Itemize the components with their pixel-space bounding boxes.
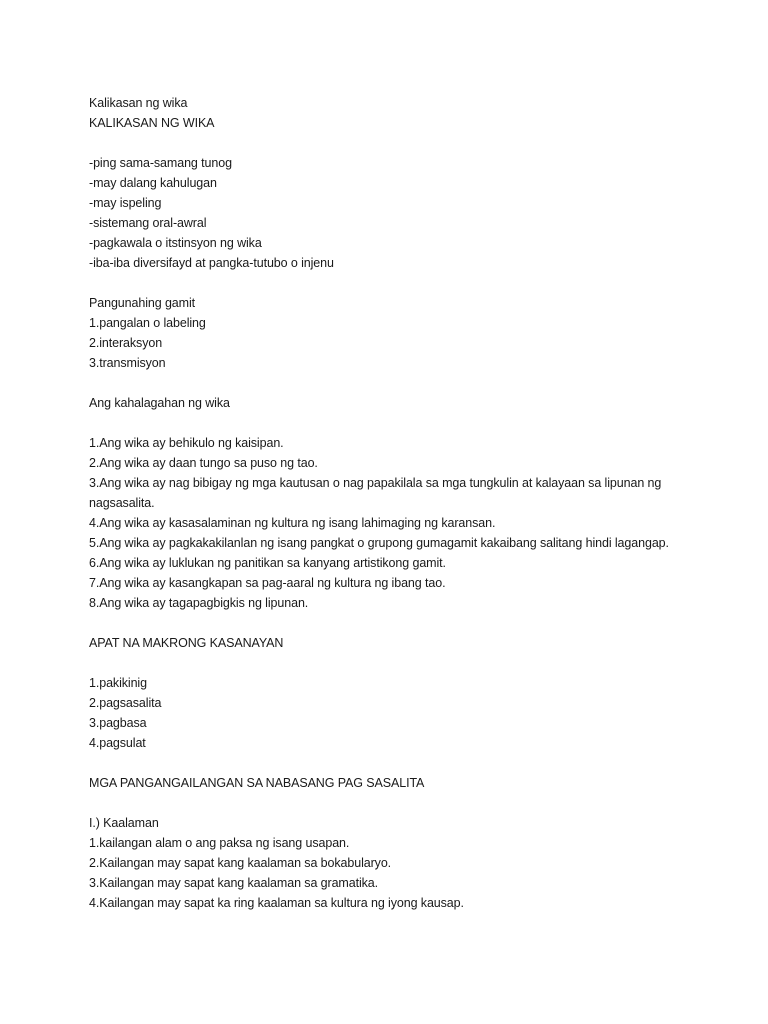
kahalagahan-item: 3.Ang wika ay nag bibigay ng mga kautusan o nag papakilala sa mga tungkulin at kalayaan sa lipunan ng nagsasalita. xyxy=(89,476,662,510)
kahalagahan-item: 4.Ang wika ay kasasalaminan ng kultura ng isang lahimaging ng karansan. xyxy=(89,516,496,530)
spacer xyxy=(89,273,729,293)
kaalaman-item: 1.kailangan alam o ang paksa ng isang usapan. xyxy=(89,836,350,850)
kaalaman-heading: I.) Kaalaman xyxy=(89,816,159,830)
kalikasan-item: -may ispeling xyxy=(89,196,162,210)
kaalaman-item: 4.Kailangan may sapat ka ring kaalaman sa kultura ng iyong kausap. xyxy=(89,896,464,910)
gamit-item: 1.pangalan o labeling xyxy=(89,316,206,330)
spacer xyxy=(89,373,729,393)
gamit-item: 2.interaksyon xyxy=(89,336,163,350)
kalikasan-item: -ping sama-samang tunog xyxy=(89,156,232,170)
makrong-item: 4.pagsulat xyxy=(89,736,146,750)
kalikasan-item: -may dalang kahulugan xyxy=(89,176,217,190)
spacer xyxy=(89,413,729,433)
pangangailangan-heading: MGA PANGANGAILANGAN SA NABASANG PAG SASALITA xyxy=(89,776,425,790)
spacer xyxy=(89,753,729,773)
makrong-heading: APAT NA MAKRONG KASANAYAN xyxy=(89,636,284,650)
gamit-item: 3.transmisyon xyxy=(89,356,166,370)
kalikasan-item: -iba-iba diversifayd at pangka-tutubo o injenu xyxy=(89,256,334,270)
kahalagahan-item: 7.Ang wika ay kasangkapan sa pag-aaral ng kultura ng ibang tao. xyxy=(89,576,446,590)
kahalagahan-item: 2.Ang wika ay daan tungo sa puso ng tao. xyxy=(89,456,318,470)
document-body xyxy=(89,93,729,913)
kahalagahan-item: 1.Ang wika ay behikulo ng kaisipan. xyxy=(89,436,284,450)
kalikasan-item: -pagkawala o itstinsyon ng wika xyxy=(89,236,262,250)
kahalagahan-item: 8.Ang wika ay tagapagbigkis ng lipunan. xyxy=(89,596,309,610)
spacer xyxy=(89,793,729,813)
kalikasan-item: -sistemang oral-awral xyxy=(89,216,207,230)
kahalagahan-item: 5.Ang wika ay pagkakakilanlan ng isang pangkat o grupong gumagamit kakaibang salitang hindi lagangap. xyxy=(89,536,669,550)
kahalagahan-item: 6.Ang wika ay luklukan ng panitikan sa kanyang artistikong gamit. xyxy=(89,556,446,570)
kaalaman-item: 3.Kailangan may sapat kang kaalaman sa gramatika. xyxy=(89,876,379,890)
spacer xyxy=(89,133,729,153)
makrong-item: 3.pagbasa xyxy=(89,716,147,730)
title-uppercase: KALIKASAN NG WIKA xyxy=(89,116,215,130)
gamit-heading: Pangunahing gamit xyxy=(89,296,196,310)
makrong-item: 1.pakikinig xyxy=(89,676,147,690)
kaalaman-item: 2.Kailangan may sapat kang kaalaman sa bokabularyo. xyxy=(89,856,392,870)
makrong-item: 2.pagsasalita xyxy=(89,696,162,710)
spacer xyxy=(89,653,729,673)
kahalagahan-heading: Ang kahalagahan ng wika xyxy=(89,396,230,410)
spacer xyxy=(89,613,729,633)
title-lowercase: Kalikasan ng wika xyxy=(89,96,188,110)
